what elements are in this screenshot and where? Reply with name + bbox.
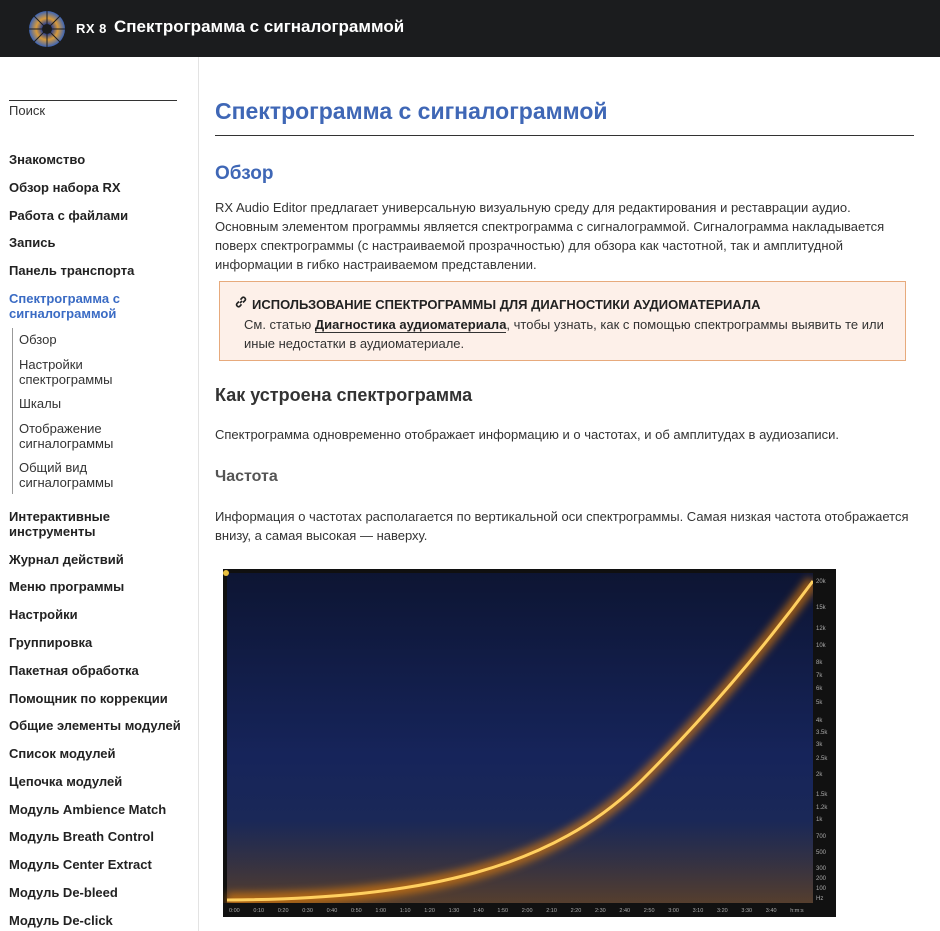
sidebar-item[interactable]: Модуль Center Extract (9, 857, 152, 872)
time-label: 2:30 (595, 908, 606, 914)
frequency-label: 3.5k (816, 730, 828, 736)
time-label: 2:10 (546, 908, 557, 914)
sidebar-item[interactable]: Панель транспорта (9, 263, 135, 278)
time-label: 1:10 (399, 908, 411, 914)
frequency-text: Информация о частотах располагается по вертикальной оси спектрограммы. Самая низкая частота отображается внизу, а самая высокая — наверху. (215, 509, 909, 543)
how-heading: Как устроена спектрограмма (215, 385, 473, 405)
time-label: 0:30 (302, 908, 313, 914)
frequency-label: 12k (816, 626, 826, 632)
frequency-label: 300 (816, 866, 827, 872)
time-label: 1:00 (375, 908, 387, 914)
note-body (244, 315, 894, 353)
sidebar-subitem[interactable]: Шкалы (19, 396, 62, 411)
frequency-heading: Частота (215, 468, 278, 485)
page-title: Спектрограмма с сигналограммой (215, 98, 608, 124)
note-prefix: См. статью (244, 317, 315, 332)
sidebar-subitem[interactable]: Обзор (19, 332, 57, 347)
frequency-label: 1.2k (816, 805, 828, 811)
top-bar (0, 0, 940, 57)
frequency-label: Hz (816, 896, 824, 902)
sidebar-item[interactable]: Настройки (9, 607, 78, 622)
time-label: 3:20 (717, 908, 728, 914)
sidebar-item[interactable]: Модуль Ambience Match (9, 802, 167, 817)
sidebar-item[interactable]: Журнал действий (9, 552, 124, 567)
title-divider (215, 135, 914, 136)
time-label: 0:10 (253, 908, 265, 914)
header-title: Спектрограмма с сигналограммой (114, 17, 405, 36)
time-label: 1:50 (497, 908, 509, 914)
time-label: 0:40 (326, 908, 338, 914)
rx-logo-icon[interactable] (28, 10, 66, 48)
sidebar-subnav (12, 328, 192, 494)
link-icon (234, 295, 248, 309)
time-label: 2:40 (619, 908, 631, 914)
time-label: 3:30 (741, 908, 753, 914)
frequency-label: 8k (816, 660, 823, 666)
frequency-label: 1k (816, 817, 823, 823)
sidebar-item[interactable]: Модуль Breath Control (9, 829, 154, 844)
time-label: 3:10 (692, 908, 704, 914)
sidebar-item[interactable]: Группировка (9, 635, 93, 650)
frequency-label: 1.5k (816, 792, 828, 798)
playhead-marker[interactable] (223, 570, 229, 576)
sidebar-item[interactable]: Цепочка модулей (9, 774, 123, 789)
frequency-label: 700 (816, 834, 827, 840)
sidebar-item[interactable]: Пакетная обработка (9, 663, 139, 678)
overview-heading: Обзор (215, 163, 274, 184)
overview-text: RX Audio Editor предлагает универсальную визуальную среду для редактирования и реставрации аудио. Основным элементом программы является спектрограмма с сигналограммой. Сигналограмма накладывается поверх спектрограммы (с настраиваемой прозрачностью) для обзора как частотной, так и амплитудной информации в гибко настраиваемом представлении. (215, 200, 885, 272)
sidebar-item[interactable]: Общие элементы модулей (9, 718, 181, 733)
time-label: 1:20 (424, 908, 435, 914)
time-label: 0:50 (351, 908, 362, 914)
sidebar-item[interactable]: Модуль De-click (9, 913, 113, 928)
note-suffix: , чтобы узнать, как с помощью спектрограммы выявить те или иные недостатки в аудиоматериале. (244, 317, 884, 351)
sidebar-item-active[interactable]: Спектрограмма с сигналограммой (9, 291, 120, 321)
frequency-label: 2k (816, 772, 823, 778)
sidebar-item[interactable]: Помощник по коррекции (9, 691, 168, 706)
time-label: 3:40 (765, 908, 777, 914)
frequency-label: 7k (816, 673, 823, 679)
sidebar-subitem[interactable]: Отображение сигналограммы (19, 421, 114, 451)
frequency-label: 10k (816, 643, 826, 649)
time-label: 0:20 (277, 908, 289, 914)
frequency-label: 3k (816, 742, 823, 748)
frequency-label: 100 (816, 886, 827, 892)
note-title-text: ИСПОЛЬЗОВАНИЕ СПЕКТРОГРАММЫ ДЛЯ ДИАГНОСТИКИ АУДИОМАТЕРИАЛА (252, 297, 761, 312)
frequency-label: 6k (816, 686, 823, 692)
note-box (219, 281, 906, 361)
time-label: 2:00 (521, 908, 533, 914)
sidebar-item[interactable]: Список модулей (9, 746, 116, 761)
time-label: 2:20 (570, 908, 582, 914)
search-input[interactable]: Поиск (9, 100, 177, 118)
frequency-label: 4k (816, 718, 823, 724)
sidebar (0, 57, 199, 931)
time-label: 1:40 (473, 908, 484, 914)
time-label: h:m:s (790, 908, 804, 914)
sidebar-item[interactable]: Интерактивные инструменты (9, 509, 111, 539)
frequency-label: 200 (816, 876, 827, 882)
sidebar-item[interactable]: Работа с файлами (9, 208, 129, 223)
time-label: 2:50 (643, 908, 655, 914)
time-label: 1:30 (448, 908, 460, 914)
frequency-label: 20k (816, 579, 826, 585)
time-label: 0:00 (229, 908, 240, 914)
frequency-label: 5k (816, 700, 823, 706)
sidebar-subitem[interactable]: Общий вид сигналограммы (19, 460, 114, 490)
how-text: Спектрограмма одновременно отображает информацию и о частотах, и об амплитудах в аудиозаписи. (215, 427, 840, 442)
sidebar-item[interactable]: Меню программы (9, 579, 125, 594)
sidebar-item[interactable]: Модуль De-bleed (9, 885, 118, 900)
spectrogram-image (223, 569, 836, 917)
note-title (234, 295, 760, 312)
time-label: 3:00 (668, 908, 679, 914)
diagnostics-link[interactable]: Диагностика аудиоматериала (314, 317, 507, 332)
sidebar-item[interactable]: Обзор набора RX (9, 180, 121, 195)
product-name: RX 8 (76, 21, 107, 36)
sidebar-subitem[interactable]: Настройки спектрограммы (19, 357, 113, 387)
sidebar-item[interactable]: Запись (9, 235, 56, 250)
frequency-label: 15k (816, 605, 826, 611)
frequency-label: 2.5k (816, 756, 828, 762)
sidebar-item[interactable]: Знакомство (9, 152, 86, 167)
frequency-label: 500 (816, 850, 827, 856)
